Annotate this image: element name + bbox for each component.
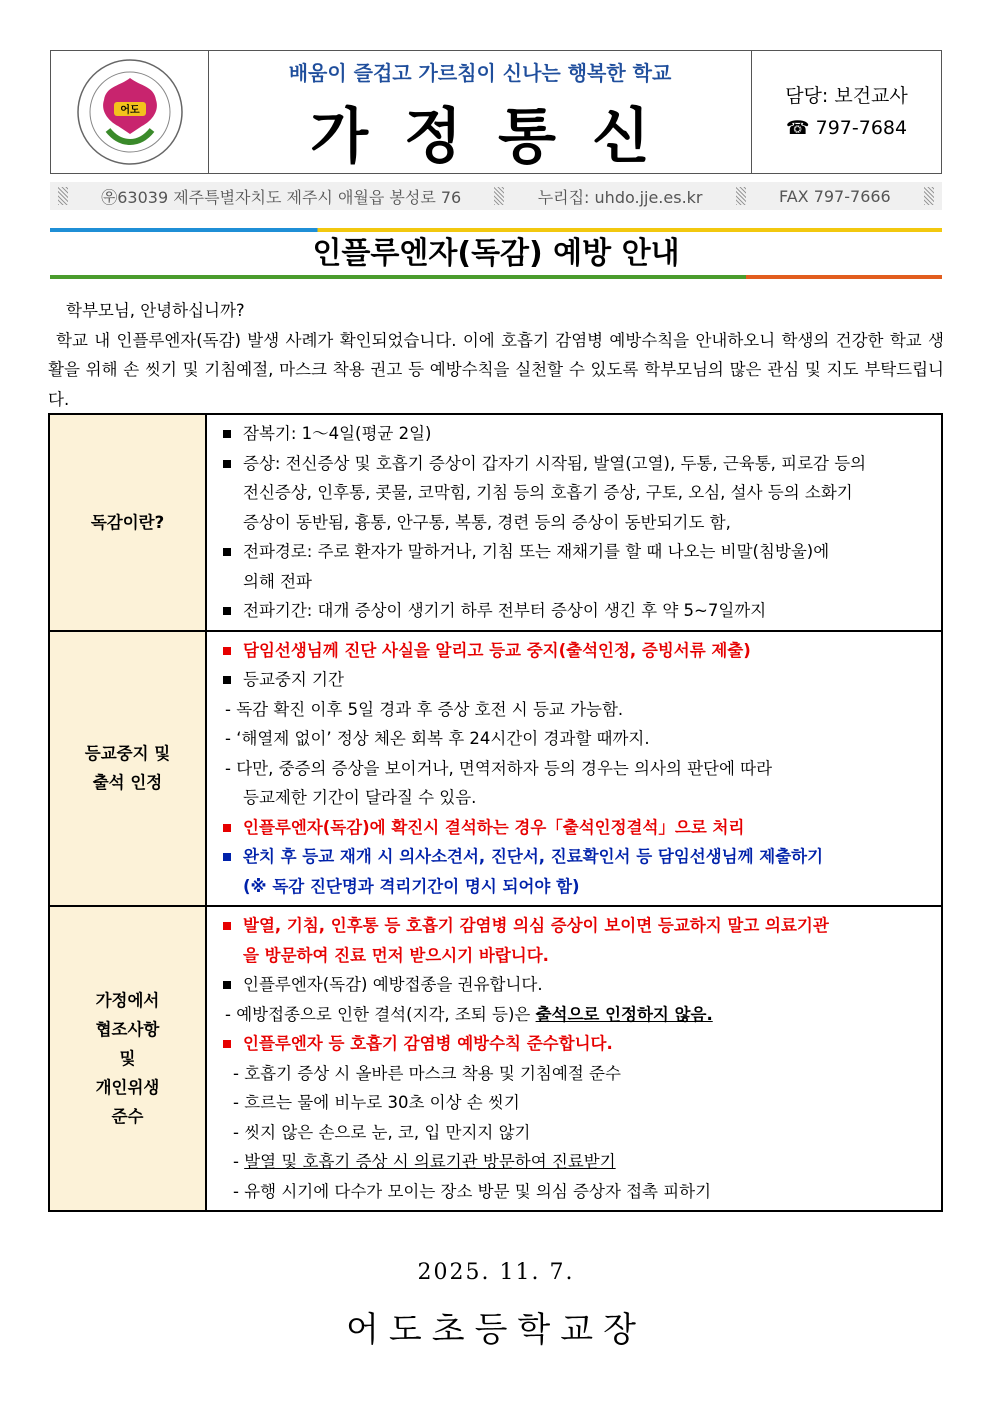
list-item: 증상: 전신증상 및 호흡기 증상이 갑자기 시작됨, 발열(고열), 두통, 근육통, 피로감 등의 (221, 449, 941, 479)
list-item: 등교중지 기간 (221, 665, 941, 695)
header-box (50, 50, 942, 174)
notice-title: 인플루엔자(독감) 예방 안내 (312, 236, 680, 271)
sub-item-text: - 예방접종으로 인한 결석(지각, 조퇴 등)은 (225, 1004, 536, 1024)
sub-item-emphasis: 출석으로 인정하지 않음. (535, 1004, 713, 1024)
sub-item-dash: - (233, 1152, 245, 1171)
list-item: 잠복기: 1～4일(평균 2일) (221, 419, 941, 449)
list-item-cont: 증상이 동반됨, 흉통, 안구통, 복통, 경련 등의 증상이 동반되기도 함, (243, 512, 731, 532)
school-fax: FAX 797-7666 (778, 186, 891, 206)
table-row (49, 906, 942, 1211)
svg-text:어도: 어도 (119, 105, 140, 116)
contact-person: 담당: 보건교사 (785, 85, 908, 107)
list-item: 담임선생님께 진단 사실을 알리고 등교 중지(출석인정, 증빙서류 제출) (221, 636, 941, 666)
intro-body: 학교 내 인플루엔자(독감) 발생 사례가 확인되었습니다. 이에 호흡기 감염병 예방수칙을 안내하오니 학생의 건강한 학교 생활을 위해 손 씻기 및 기침예절, 마스크 착용 권고 등 예방수칙을 실천할 수 있도록 학부모님의 많은 관심 및 지도 부탁드립니다. (48, 330, 944, 409)
list-item: 발열, 기침, 인후통 등 호흡기 감염병 의심 증상이 보이면 등교하지 말고 의료기관 (221, 911, 941, 941)
sub-item: - 다만, 중증의 증상을 보이거나, 면역저하자 등의 경우는 의사의 판단에 따라 (225, 758, 773, 778)
info-table (48, 413, 943, 1212)
row-label-flu: 독감이란? (49, 414, 206, 631)
row-content-flu (206, 414, 942, 631)
title-bottom-rule (50, 275, 942, 279)
contact-info (752, 51, 941, 173)
principal-signature: 어도초등학교장 (346, 1310, 646, 1350)
row-label-attendance (49, 631, 206, 907)
greeting: 학부모님, 안녕하십니까? (66, 301, 245, 320)
sub-item: - 흐르는 물에 비누로 30초 이상 손 씻기 (233, 1093, 520, 1112)
sub-item (221, 1000, 941, 1030)
row-content-attendance (206, 631, 942, 907)
school-address: ㉾63039 제주특별자치도 제주시 애월읍 봉성로 76 (101, 187, 462, 207)
list-item-cont: 을 방문하여 진료 먼저 받으시기 바랍니다. (243, 945, 549, 965)
list-item-cont: (※ 독감 진단명과 격리기간이 명시 되어야 함) (243, 876, 580, 896)
contact-phone-line (786, 112, 907, 144)
hatch-divider (736, 187, 746, 205)
sub-item: - 호흡기 증상 시 올바른 마스크 착용 및 기침예절 준수 (233, 1063, 621, 1083)
telephone-icon: ☎ (785, 117, 810, 139)
label-line: 가정에서 (95, 991, 160, 1010)
intro-text (48, 296, 944, 414)
sub-item: - 씻지 않은 손으로 눈, 코, 입 만지지 않기 (233, 1122, 531, 1142)
label-line: 출석 인정 (92, 773, 163, 793)
sub-item (221, 1147, 941, 1177)
list-item: 완치 후 등교 재개 시 의사소견서, 진단서, 진료확인서 등 담임선생님께 제출하기 (221, 842, 941, 872)
row-content-home (206, 906, 942, 1211)
hatch-divider (494, 187, 504, 205)
document-title: 가정통신 (310, 102, 686, 172)
label-line: 개인위생 (95, 1078, 160, 1097)
list-item: 인플루엔자(독감)에 확진시 결석하는 경우「출석인정결석」으로 처리 (221, 813, 941, 843)
sub-item: - ‘해열제 없이’ 정상 체온 회복 후 24시간이 경과할 때까지. (225, 729, 650, 748)
school-emblem (51, 51, 209, 173)
school-slogan: 배움이 즐겁고 가르침이 신나는 행복한 학교 (288, 61, 672, 85)
list-item-cont: 전신증상, 인후통, 콧물, 코막힘, 기침 등의 호흡기 증상, 구토, 오심, 설사 등의 소화기 (243, 483, 853, 502)
address-bar (50, 182, 942, 210)
label-line: 및 (119, 1049, 136, 1068)
hatch-divider (58, 187, 68, 205)
sub-item: - 유행 시기에 다수가 모이는 장소 방문 및 의심 증상자 접촉 피하기 (233, 1181, 712, 1201)
list-item: 전파경로: 주로 환자가 말하거나, 기침 또는 재채기를 할 때 나오는 비말(침방울)에 (221, 537, 941, 567)
row-label-home (49, 906, 206, 1211)
table-row (49, 631, 942, 907)
list-item-cont: 의해 전파 (243, 571, 313, 591)
issue-date: 2025. 11. 7. (417, 1260, 575, 1285)
table-row (49, 414, 942, 631)
label-line: 등교중지 및 (84, 744, 171, 764)
school-emblem-icon (70, 56, 190, 168)
contact-phone: 797-7684 (815, 117, 908, 139)
list-item: 인플루엔자(독감) 예방접종을 권유합니다. (221, 970, 941, 1000)
label-line: 협조사항 (95, 1020, 160, 1039)
sub-item-text: 발열 및 호흡기 증상 시 의료기관 방문하여 진료받기 (244, 1152, 616, 1171)
sub-item-cont: 등교제한 기간이 달라질 수 있음. (243, 788, 477, 807)
hatch-divider (924, 187, 934, 205)
list-item: 전파기간: 대개 증상이 생기기 하루 전부터 증상이 생긴 후 약 5~7일까지 (221, 596, 941, 626)
list-item: 인플루엔자 등 호흡기 감염병 예방수칙 준수합니다. (221, 1029, 941, 1059)
school-website: 누리집: uhdo.jje.es.kr (537, 187, 703, 207)
sub-item: - 독감 확진 이후 5일 경과 후 증상 호전 시 등교 가능함. (225, 699, 624, 719)
label-line: 준수 (111, 1107, 144, 1126)
header-center (209, 51, 752, 173)
